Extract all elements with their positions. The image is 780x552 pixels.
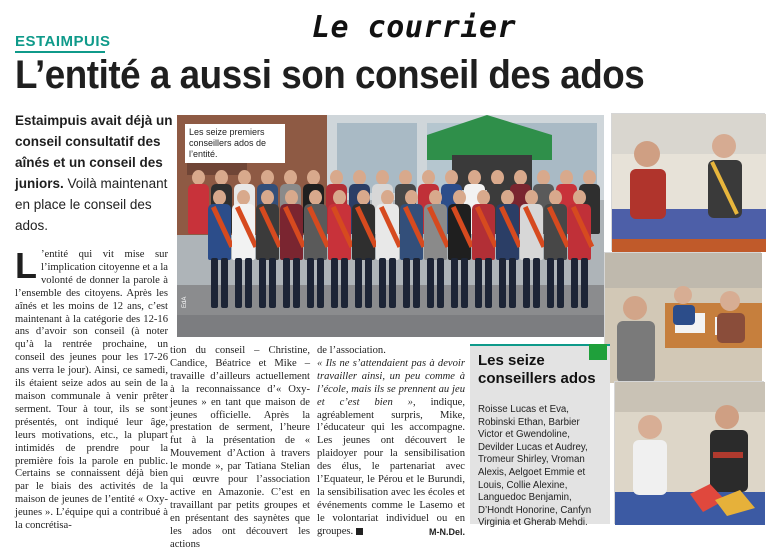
end-mark bbox=[356, 528, 363, 535]
photo-credit: EdA bbox=[182, 296, 188, 308]
author-signature: M-N.Del. bbox=[429, 526, 465, 537]
sidebar-body: Roisse Lucas et Eva, Robinski Ethan, Barbier Victor et Gwendoline, Devilder Lucas et Audrey, Tromeur Shirley, Vroman Alexis, Aelgoet Emmie et Louis, Collie Alexine, Languedoc Benjamin, D’Hondt Honorine, Canfyn Virginia et Gherab Mehdi. bbox=[478, 404, 592, 529]
chapo-bold: Estaimpuis avait déjà un conseil consultatif des aînés et un conseil des juniors. bbox=[15, 113, 173, 191]
photo-caption: Les seize premiers conseillers ados de l’entité. bbox=[185, 124, 285, 163]
sidebar-box bbox=[470, 344, 610, 529]
side-photo-workshop-illustration bbox=[615, 382, 765, 525]
newspaper-name: Le courrier bbox=[312, 10, 517, 45]
chapo bbox=[15, 110, 173, 236]
chapo-normal: Voilà maintenant en place le conseil des ados. bbox=[15, 176, 168, 233]
side-photo-workshop bbox=[614, 381, 764, 524]
side-photo-meeting-illustration bbox=[605, 253, 762, 383]
section-kicker: ESTAIMPUIS bbox=[15, 33, 111, 50]
sidebar-title: Les seize conseillers ados bbox=[478, 352, 596, 387]
drop-cap: L bbox=[15, 245, 37, 286]
article-text-3-rest: , indique, agréablement surpris, Mike, l’éducateur qui les accompagne. Les jeunes ont découvert le plaidoyer pour la sensibilisation des élus, le partenariat avec l’Equateur, le Pérou et le Burundi, la sensibilisation avec les écoles et événements comme le Lasemo et le volontariat individuel ou en groupes. bbox=[317, 396, 465, 537]
article-column-2 bbox=[170, 345, 310, 552]
side-photo-meeting bbox=[604, 252, 761, 382]
article-text-1: ’entité qui vit mise sur l’implication citoyenne et a la volonté de donner la parole à l’ensemble des citoyens. Après les aînés et les moins de 12 ans, c’est maintenant à la catégorie des 12-16 ans d’avoir son conseil (à noter qu’à la rentrée prochaine, un conseil des jeunes pour les 17-26 ans verra le jour). Ainsi, ce samedi, ils étaient seize ados au sein de la maison communale à venir prêter serment. Tour à tour, ils se sont présentés, ont indiqué leur âge, leurs motivations, etc., la plupart intimidés de prendre pour la première fois la parole en public. Certains se connaissent déjà bien par le biais des activités de la maison de jeunes de l’entité « Oxy-jeunes ». L’équipe qui a contribué à la concrétisa- bbox=[15, 249, 168, 532]
article-column-1 bbox=[15, 245, 168, 533]
side-photo-ceremony-illustration bbox=[612, 114, 766, 252]
article-column-3 bbox=[317, 345, 465, 539]
article-text-3-start: de l’association. bbox=[317, 345, 386, 356]
sidebar-marker bbox=[589, 344, 607, 360]
headline: L’entité a aussi son conseil des ados bbox=[15, 53, 645, 97]
side-photo-ceremony bbox=[611, 113, 765, 251]
article-text-2: tion du conseil – Christine, Candice, Béatrice et Mike – travaille d’ailleurs actuellement à la reconnaissance d’« Oxy-jeunes » en tant que maison de jeunes officielle. Après la prestation de serment, l’heure fut à la présentation de « Mouvement d’Action à travers le monde », par Tatiana Stelian qui œuvre pour l’association active en Amazonie. C’est en travaillant par petits groupes et en présentant des saynètes que les ados ont découvert les actions bbox=[170, 345, 310, 550]
article-quote: « Ils ne s’attendaient pas à devoir travailler ainsi, un peu comme à l’école, mais ils se prennent au jeu et c’est bien » bbox=[317, 357, 465, 408]
